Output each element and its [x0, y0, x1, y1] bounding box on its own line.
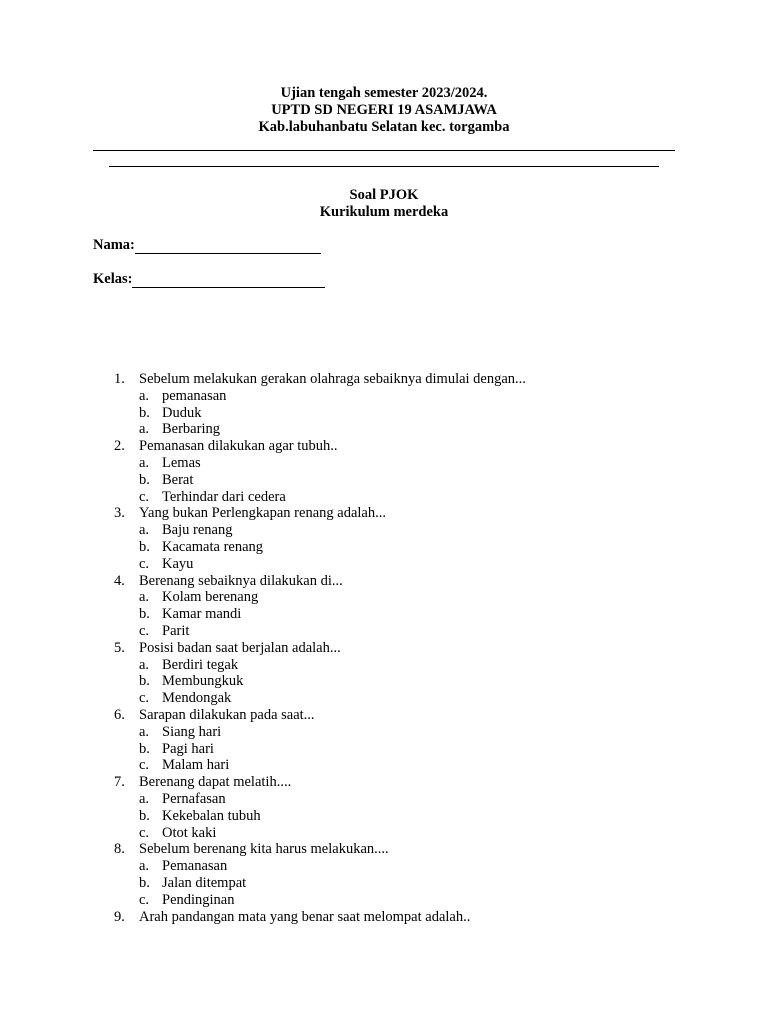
option-text: pemanasan — [162, 387, 227, 404]
option-text: Jalan ditempat — [162, 874, 247, 891]
option-letter: b. — [139, 807, 150, 824]
option-text: Baju renang — [162, 522, 233, 539]
option-letter: c. — [139, 690, 150, 707]
question-number: 3. — [114, 505, 125, 522]
question-text: Posisi badan saat berjalan adalah... — [139, 639, 341, 656]
subject-block — [0, 187, 768, 221]
option-text: Membungkuk — [162, 673, 244, 690]
question-text: Arah pandangan mata yang benar saat melompat adalah.. — [139, 908, 471, 925]
school-name: UPTD SD NEGERI 19 ASAMJAWA — [271, 102, 497, 118]
question-number: 8. — [114, 841, 125, 858]
option-letter: a. — [139, 790, 150, 807]
option-text: Berat — [162, 471, 194, 488]
option-letter: a. — [139, 858, 150, 875]
answer-option — [114, 741, 714, 758]
option-text: Lemas — [162, 454, 201, 471]
option-letter: a. — [139, 522, 150, 539]
class-field — [93, 271, 325, 288]
name-label: Nama: — [93, 237, 135, 253]
option-text: Kayu — [162, 555, 194, 572]
option-letter: b. — [139, 606, 150, 623]
question-item — [114, 573, 714, 640]
answer-option — [114, 724, 714, 741]
answer-option — [114, 875, 714, 892]
option-text: Terhindar dari cedera — [162, 488, 286, 505]
question-number: 1. — [114, 371, 125, 387]
question-row — [114, 573, 714, 590]
option-letter: a. — [139, 387, 150, 404]
answer-option — [114, 489, 714, 506]
option-text: Pagi hari — [162, 740, 214, 757]
option-text: Pemanasan — [162, 858, 228, 875]
option-text: Malam hari — [162, 757, 230, 774]
header-divider-top — [93, 150, 675, 151]
option-text: Siang hari — [162, 723, 222, 740]
option-letter: b. — [139, 673, 150, 690]
question-text: Pemanasan dilakukan agar tubuh.. — [139, 438, 338, 455]
answer-option — [114, 657, 714, 674]
subject-title: Soal PJOK — [349, 187, 419, 203]
question-number: 7. — [114, 774, 125, 791]
question-row — [114, 640, 714, 657]
question-item — [114, 371, 714, 438]
question-row — [114, 371, 714, 388]
option-text: Kamar mandi — [162, 606, 242, 623]
answer-option — [114, 808, 714, 825]
option-letter: a. — [139, 656, 150, 673]
question-text: Sebelum melakukan gerakan olahraga sebaiknya dimulai dengan... — [139, 371, 526, 387]
answer-option — [114, 825, 714, 842]
question-item — [114, 841, 714, 908]
exam-title: Ujian tengah semester 2023/2024. — [280, 85, 488, 101]
question-item — [114, 640, 714, 707]
name-field — [93, 237, 321, 254]
class-blank-line — [132, 273, 325, 288]
answer-option — [114, 539, 714, 556]
answer-option — [114, 606, 714, 623]
option-text: Berbaring — [162, 421, 220, 438]
option-text: Kacamata renang — [162, 538, 264, 555]
question-text: Sarapan dilakukan pada saat... — [139, 706, 315, 723]
question-number: 9. — [114, 908, 125, 925]
school-location: Kab.labuhanbatu Selatan kec. torgamba — [258, 119, 510, 135]
question-item — [114, 707, 714, 774]
answer-option — [114, 388, 714, 405]
question-number: 4. — [114, 572, 125, 589]
question-list — [114, 371, 714, 925]
question-item — [114, 774, 714, 841]
option-letter: c. — [139, 622, 150, 639]
question-item — [114, 438, 714, 505]
question-text: Berenang dapat melatih.... — [139, 774, 292, 791]
option-letter: a. — [139, 454, 150, 471]
question-item — [114, 505, 714, 572]
question-row — [114, 505, 714, 522]
answer-option — [114, 589, 714, 606]
option-letter: b. — [139, 538, 150, 555]
option-text: Mendongak — [162, 690, 232, 707]
answer-option — [114, 623, 714, 640]
option-letter: c. — [139, 757, 150, 774]
answer-option — [114, 405, 714, 422]
option-letter: a. — [139, 723, 150, 740]
question-row — [114, 438, 714, 455]
option-text: Berdiri tegak — [162, 656, 239, 673]
option-letter: a. — [139, 421, 150, 438]
question-row — [114, 774, 714, 791]
question-text: Yang bukan Perlengkapan renang adalah... — [139, 505, 386, 522]
option-text: Kekebalan tubuh — [162, 807, 261, 824]
option-letter: c. — [139, 891, 150, 908]
option-text: Parit — [162, 622, 190, 639]
question-row — [114, 841, 714, 858]
option-text: Pernafasan — [162, 790, 226, 807]
option-letter: c. — [139, 555, 150, 572]
option-letter: b. — [139, 471, 150, 488]
class-label: Kelas: — [93, 271, 133, 287]
option-letter: b. — [139, 874, 150, 891]
answer-option — [114, 421, 714, 438]
question-row — [114, 707, 714, 724]
answer-option — [114, 472, 714, 489]
question-text: Sebelum berenang kita harus melakukan.... — [139, 841, 389, 858]
option-text: Duduk — [162, 404, 202, 421]
answer-option — [114, 522, 714, 539]
option-letter: a. — [139, 589, 150, 606]
question-number: 5. — [114, 639, 125, 656]
answer-option — [114, 455, 714, 472]
answer-option — [114, 556, 714, 573]
answer-option — [114, 892, 714, 909]
option-text: Pendinginan — [162, 891, 235, 908]
option-letter: c. — [139, 824, 150, 841]
name-blank-line — [135, 239, 321, 254]
question-text: Berenang sebaiknya dilakukan di... — [139, 572, 343, 589]
answer-option — [114, 757, 714, 774]
option-letter: b. — [139, 740, 150, 757]
option-text: Otot kaki — [162, 824, 217, 841]
option-letter: c. — [139, 488, 150, 505]
question-item — [114, 909, 714, 926]
exam-header — [0, 85, 768, 136]
option-text: Kolam berenang — [162, 589, 259, 606]
question-number: 2. — [114, 438, 125, 455]
answer-option — [114, 858, 714, 875]
header-divider-bottom — [109, 166, 659, 167]
answer-option — [114, 673, 714, 690]
option-letter: b. — [139, 404, 150, 421]
question-number: 6. — [114, 706, 125, 723]
answer-option — [114, 690, 714, 707]
curriculum-label: Kurikulum merdeka — [319, 204, 449, 220]
answer-option — [114, 791, 714, 808]
question-row — [114, 909, 714, 926]
